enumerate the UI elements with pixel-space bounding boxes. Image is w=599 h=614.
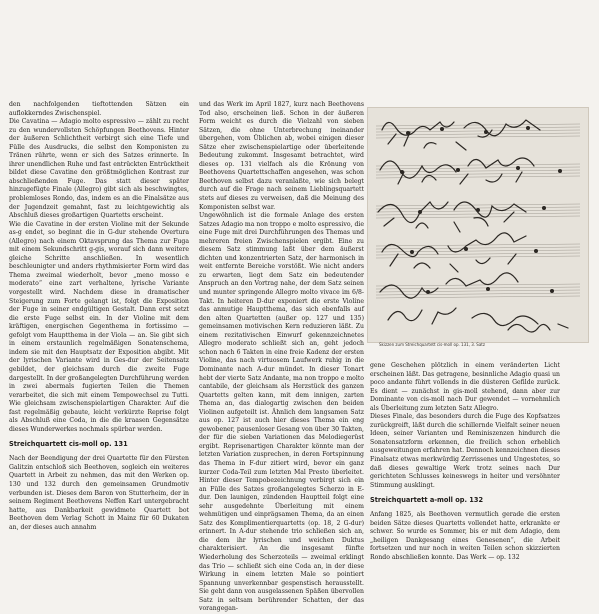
body-paragraph: gene Geschehen plötzlich in einem veränderten Licht erscheinen läßt. Das getragene, besinnliche Adagio quasi un poco andante führt vollends in die düsteren Gefilde zurück. Es dient — zunächst in gis-moll stehend, dann aber zur Dominante von cis-moll nach Dur gewendet — vornehmlich als Überleitung zum letzten Satz Allegro. Dieses Finale, das besonders durch die Fuge des Kopfsatzes zurückgreift, läßt durch die schillernde Vielfalt seiner neuen Ideen, seiner Varianten und Reminiszenzen hindurch die Sonatensatzform erkennen, die freilich schon erheblich ausgeweitungen erfahren hat. Dennoch kennzeichnen dieses Finalsatz etwas merkwürdig Zerrissenes und Ungestetes, so daß dieses gewaltige Werk trotz seines nach Dur gerichteten Schlusses keineswegs in heiter und versöhnter Stimmung ausklingt. bbox=[370, 362, 560, 489]
body-paragraph: und das Werk im April 1827, kurz nach Beethovens Tod also, erscheinen ließ. Schon in der äußeren Form weicht es durch die Vielzahl von sieben Sätzen, die ohne Unterbrechung ineinander übergehen, vom Üblichen ab, wobei einigen dieser Sätze eher zwischenspielartige oder überleitende Bedeutung zukommt. Insgesamt betrachtet, wird dieses op. 131 vielfach als die Krönung von Beethovens Quartettschaffen angesehen, was schon Beethoven selbst dazu veranlaßte, wie sich belegt durch auf die Frage nach seinem Lieblingsquartett stets auf dieses zu verweisen, daß die Meinung des Komponisten selbst war. Ungewöhnlich ist die formale Anlage des ersten Satzes Adagio ma non troppo e molto espressivo, die eine Fuge mit drei Durchführungen des Themas und mehreren freien Zwischenspielen ergibt. Eine zu diesem Satz stimmung laßt über dem äußerst dichten und konzentrierten Satz, der harmonisch in weit entfernte Bereiche vorstößt. Wie nicht anders zu erwarten, liegt dem Satz ein bedeutender Anspruch an den Vortrag nahe, der dem Satz seinen und munter springende Allegro molto vivace im 6/8-Takt. In heiteren D-dur exponiert die erste Violine das anmutige Hauptthema, das sich ebenfalls auf den alten Quartetten (außer op. 127 und 135) gemeinsamen motivischen Kern reduzieren läßt. Zu einem rezitativischen Einwurf gekennzeichnetes Allegro moderato schließt sich an, geht jedoch schon nach 6 Takten in eine freie Kadenz der ersten Violine, das nach virtuosem Laufwerk ruhig in die Dominante nach A-dur mündet. In dieser Tonart hebt der vierte Satz Andante, ma non troppo e molto cantabile, der gleichsam als Herzstück des ganzen Quartetts gelten kann, mit dem innigen, zarten Thema an, das dialogartig zwischen den beiden Violinen aufgeteilt ist. Ähnlich dem langsamen Satz aus op. 127 ist auch hier dieses Thema ein eng gewobener, pausenloser Gesang von über 30 Takten, der für die sieben Variationen das Melodiegerüst ergibt. Reprisenartigen Charakter könnte man der letzten Variation zusprechen, in deren Fortspinnung das Thema in F-dur zitiert wird, bevor ein ganz kurzer Coda-Teil zum letzten Mal Presto überleitet. Hinter dieser Tempobezeichnung verbirgt sich ein an Fülle des Satzes großangelegtes Scherzo in E-dur. Den launigen, zündenden Hauptteil folgt eine sehr ausgedehnte Überleitung mit einem wehmütigen und einprägsamen Thema, da an einen Satz des Komplimentierquartetts (op. 18, 2 G-dur) erinnert. In A-dur stehende trio schließen sich an, die dem ihr lyrischen und weichen Duktus charakterisiert. An die insgesamt fünfte Wiederholung des Scherzoteils — zweimal erklingt das Trio — schließt sich eine Coda an, in der diese Wirkung in einem letzten Male so pointiert Spannung unverkennbar gespenstisch herausstellt. Sie geht dann von ausgelassenen Späßen übervollen Satz in seltsam berührender Schatten, der das vorangegan- bbox=[199, 101, 364, 613]
section-heading: Streichquartett cis-moll op. 131 bbox=[9, 440, 128, 449]
manuscript-sketch-drawing bbox=[368, 108, 588, 342]
section-heading: Streichquartett a-moll op. 132 bbox=[370, 496, 484, 505]
body-paragraph: den nachfolgenden tieftottenden Sätzen ein auflokkerndes Zwischenspiel. Die Cavatina — Adagio molto espressivo — zählt zu recht zu den wundervollsten Schöpfungen Beethovens. Hinter der äußeren Schlichtheit verbirgt sich eine Tiefe und Fülle des Ausdrucks, die selbst den Komponisten zu Tränen rührte, wenn er sich des Satzes erinnerte. In ihrer unendlichen Ruhe und fast entrückten Entrücktheit bildet diese Cavatine den größtmöglichen Kontrast zur abschließenden Fuge. Das statt dieser später hinzugefügte Finale (Allegro) gibt sich als beschwingtes, problemloses Rondo, das, indem es an die Finalsätze aus der Jugendzeit gemahnt, fast zu leichtgewichtig als Abschluß dieses großartigen Quartetts erscheint. Wie die Cavatine in der ersten Violine mit der Sekunde as-g endet, so beginnt die in G-dur stehende Overtura (Allegro) nach einem Oktavsprung das Thema zur Fuga mit einem Sekundschritt g-gis, worauf sich dann weitere gleiche Schritte anschließen. In wesentlich beschleunigter und anders rhythmisierter Form wird das Thema zweimal wiederholt, bevor „meno mosso e moderato“ eine zart verhaltene, lyrische Variante vorgestellt wird. Nachdem diese in dramatischer Steigerung zum Forte gelangt ist, folgt die Exposition der Fuge in seiner endgültigen Gestalt. Dann erst setzt die erste Fuge selbst ein. In der Violine mit dem kräftigen, energischen Gegenthema in fortissimo — gefolgt vom Hauptthema in der Viola — an. Sie gibt sich in einem erstaunlich regelmäßigen Sonatenschema, indem sie mit den Hauptsatz der Exposition abgibt. Mit der lyrischen Variante wird in Ges-dur der Seitensatz gebildet, der gleichsam durch die zweite Fuge dargestellt. In der großangelegten Durchführung werden in zwei abermals fugierten Teilen die Themen verarbeitet, die sich mit einem Tempowechsel zu Tutti. Wie gleichsam zwischenspielartigen Charakter. Auf die fast regelmäßig gebaute, leicht verkürzte Reprise folgt als Abschluß eine Coda, in die die kraasen Gegensätze dieses Wunderwerkes nochmals spürbar werden. bbox=[9, 101, 189, 433]
manuscript-sketch-image bbox=[367, 107, 589, 343]
body-paragraph: Anfang 1825, als Beethoven vermutlich gerade die ersten beiden Sätze dieses Quartetts vollendet hatte, erkrankte er schwer. So wurde es Sommer, bis er mit dem Adagio, dem „heiligen Dankgesang eines Genesenen“, die Arbeit fortsetzen und nur noch in weiten Teilen schon skizzierten Rondo abschließen konnte. Das Werk — op. 132 bbox=[370, 511, 560, 561]
body-paragraph: Nach der Beendigung der drei Quartette für den Fürsten Galitzin entschloß sich Beethoven, sogleich ein weiteres Quartett in Arbeit zu nehmen, das mit den Werken op. 130 und 132 durch den gemeinsamen Grundmotiv verbunden ist. Dieses dem Baron von Stutterheim, der in seinem Regiment Beethovens Neffen Karl untergebracht hatte, aus Dankbarkeit gewidmete Quartett bot Beethoven dem Verlag Schott in Mainz für 60 Dukaten an, der dieses auch annahm bbox=[9, 455, 189, 531]
figure-caption: Skizzen zum Streichquartett cis-moll op. 131, 3. Satz bbox=[379, 342, 485, 347]
text-column-left bbox=[9, 101, 189, 532]
text-column-right bbox=[370, 362, 560, 562]
text-column-middle bbox=[199, 101, 364, 614]
